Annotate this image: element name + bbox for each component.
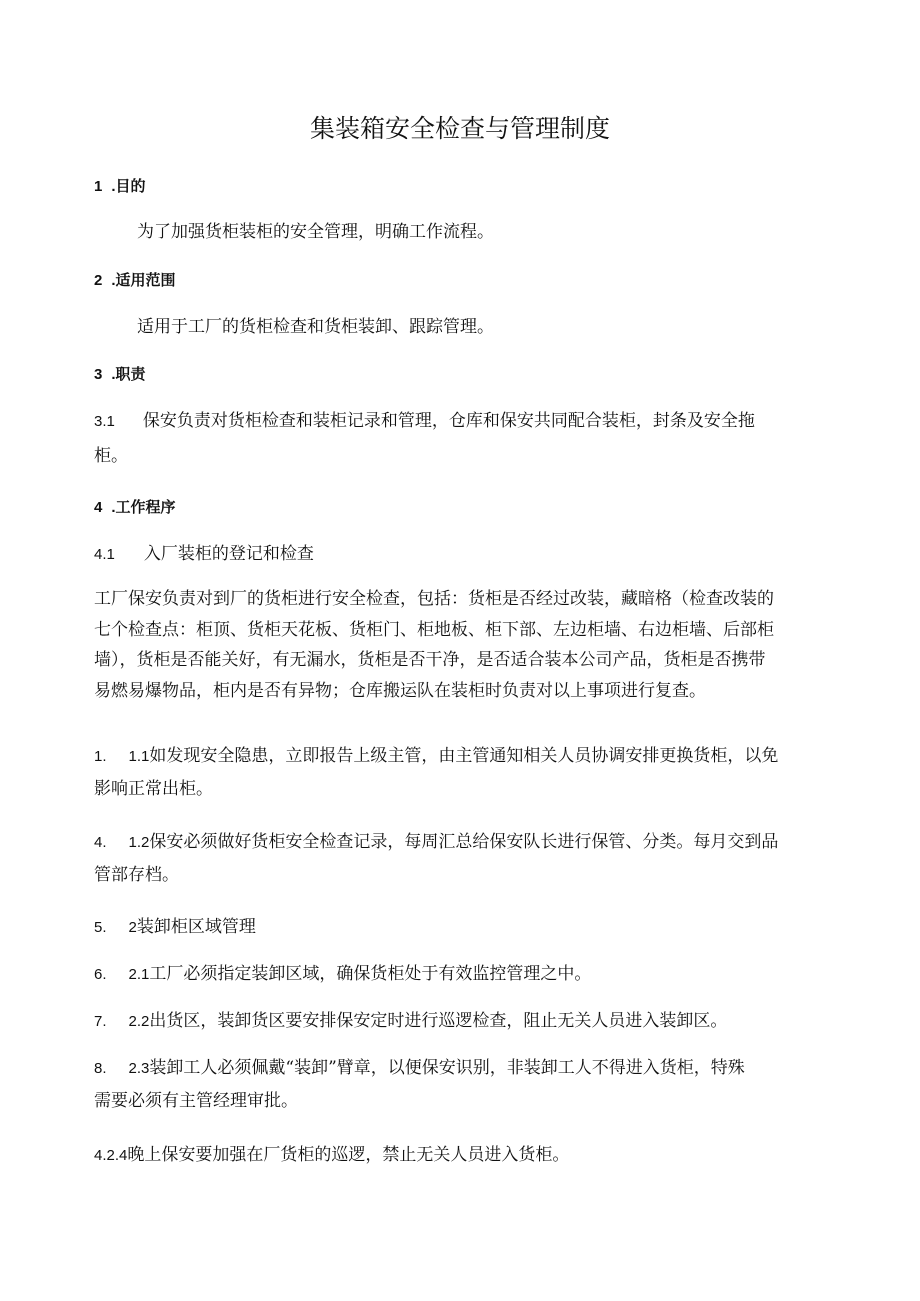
list-number: 6. (94, 966, 107, 983)
list-item (94, 911, 844, 944)
document-title: 集装箱安全检查与管理制度 (309, 114, 610, 143)
list-number: 4.2.4 (94, 1147, 128, 1164)
item-line: 装卸工人必须佩戴“装卸”臂章，以便保安识别，非装卸工人不得进入货柜，特殊 (149, 1058, 745, 1078)
paragraph-line: 易燃易爆物品，柜内是否有异物；仓库搬运队在装柜时负责对以上事项进行复查。 (94, 680, 706, 701)
list-item (94, 740, 844, 805)
section-label: .工作程序 (111, 499, 176, 516)
paragraph-line: 七个检查点：柜顶、货柜天花板、货柜门、柜地板、柜下部、左边柜墙、右边柜墙、后部柜 (94, 619, 774, 640)
sub-number: 2.3 (128, 1060, 150, 1077)
section-heading-purpose (94, 170, 844, 203)
section-number: 4 (94, 499, 103, 516)
list-item (94, 1005, 844, 1038)
responsibility-3-1 (94, 405, 844, 472)
item-line: 保安必须做好货柜安全检查记录，每周汇总给保安队长进行保管、分类。每月交到品 (149, 832, 779, 852)
sub-number: 2.1 (128, 966, 150, 983)
sub-number: 2.2 (128, 1013, 150, 1030)
section-label: .适用范围 (111, 272, 176, 289)
item-line: 需要必须有主管经理审批。 (94, 1091, 298, 1111)
clause-line: 柜。 (94, 446, 128, 466)
list-number: 5. (94, 919, 107, 936)
purpose-text: 为了加强货柜装柜的安全管理，明确工作流程。 (137, 222, 494, 242)
sub-number: 1.2 (128, 834, 150, 851)
item-line: 影响正常出柜。 (94, 779, 213, 799)
list-number: 4. (94, 834, 107, 851)
item-line: 管部存档。 (94, 865, 179, 885)
list-item (94, 958, 844, 991)
list-item (94, 1052, 844, 1117)
scope-text: 适用于工厂的货柜检查和货柜装卸、跟踪管理。 (137, 317, 494, 337)
procedure-4-1 (94, 538, 844, 571)
section-label: .职责 (111, 366, 146, 383)
list-number: 7. (94, 1013, 107, 1030)
list-number: 8. (94, 1060, 107, 1077)
section-number: 2 (94, 272, 103, 289)
clause-line: 保安负责对货柜检查和装柜记录和管理，仓库和保安共同配合装柜，封条及安全拖 (142, 411, 755, 431)
item-line: 出货区，装卸货区要安排保安定时进行巡逻检查，阻止无关人员进入装卸区。 (149, 1011, 728, 1031)
clause-number: 4.1 (94, 546, 115, 563)
section-heading-procedure (94, 491, 844, 524)
item-line: 工厂必须指定装卸区域，确保货柜处于有效监控管理之中。 (149, 964, 592, 984)
sub-number: 2 (128, 919, 137, 936)
clause-text: 入厂装柜的登记和检查 (143, 544, 314, 564)
inspection-paragraph (94, 584, 844, 706)
section-number: 1 (94, 178, 103, 195)
item-line: 晚上保安要加强在厂货柜的巡逻，禁止无关人员进入货柜。 (127, 1145, 570, 1165)
sub-number: 1.1 (128, 748, 150, 765)
item-line: 如发现安全隐患，立即报告上级主管，由主管通知相关人员协调安排更换货柜，以免 (149, 746, 779, 766)
list-item (94, 1139, 844, 1172)
paragraph-line: 工厂保安负责对到厂的货柜进行安全检查，包括：货柜是否经过改装，藏暗格（检查改装的 (94, 589, 774, 609)
section-heading-scope (94, 264, 844, 297)
list-number: 1. (94, 748, 107, 765)
section-heading-responsibility (94, 358, 844, 391)
clause-number: 3.1 (94, 413, 115, 430)
paragraph-line: 墙），货柜是否能关好，有无漏水，货柜是否干净，是否适合装本公司产品，货柜是否携带 (94, 650, 766, 670)
section-label: .目的 (111, 178, 146, 195)
section-number: 3 (94, 366, 103, 383)
item-line: 装卸柜区域管理 (136, 917, 256, 937)
list-item (94, 826, 844, 891)
